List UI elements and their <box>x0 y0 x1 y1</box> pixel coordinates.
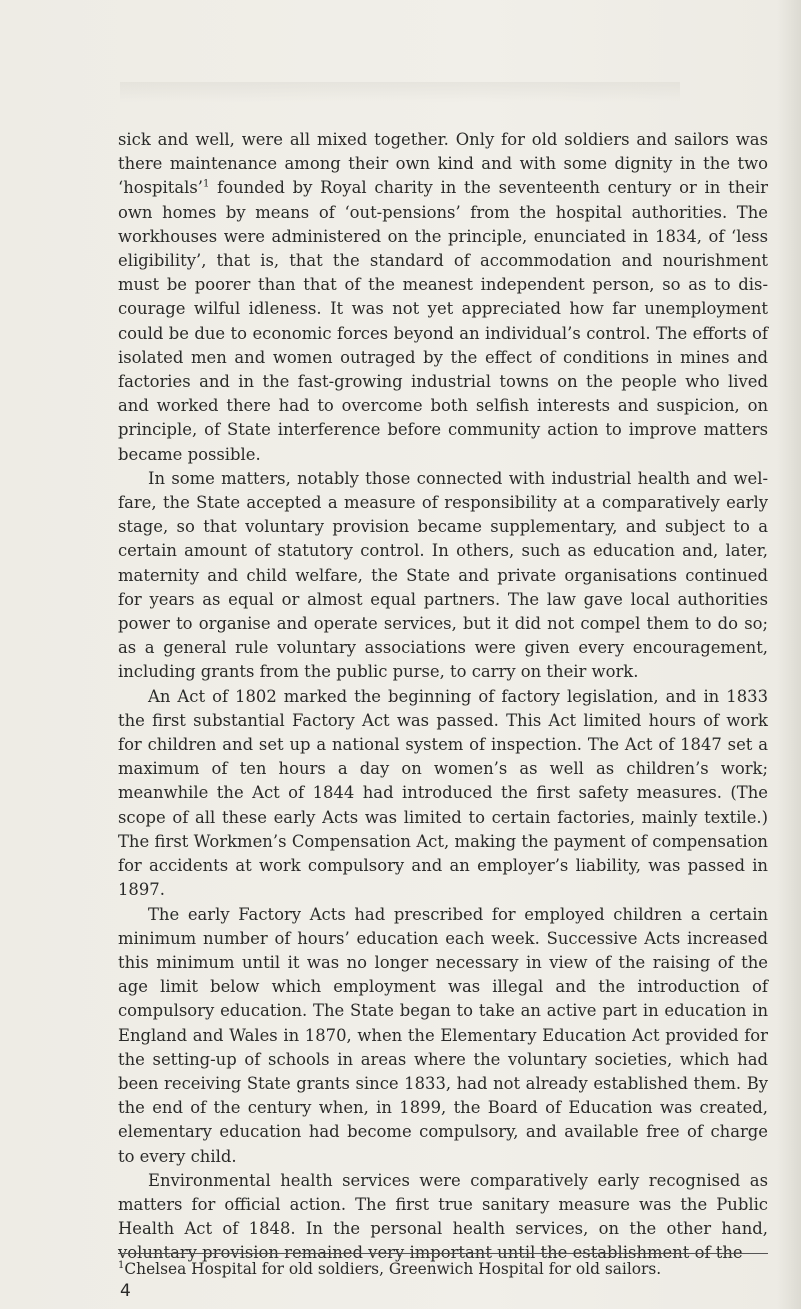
show-through-shadow <box>120 82 680 102</box>
paragraph-2: In some matters, notably those connected with industrial health and welfare, the State accepted a measure of responsibility at a comparatively early stage, so that voluntary provision became supplementary, and subject to a certain amount of statutory control. In others, such as education and, later, maternity and child welfare, the State and private organisations continued for years as equal or almost equal partners. The law gave local authorities power to organise and operate services, but it did not compel them to do so; as a general rule voluntary associations were given every encouragement, including grants from the public purse, to carry on their work. <box>118 468 768 682</box>
paragraph-5: Environmental health services were comparatively early recognised as matters for official action. The first true sanitary measure was the Public Health Act of 1848. In the personal health services, on the other hand, voluntary provision remained very important until the establishment of the <box>118 1170 768 1263</box>
footnote <box>118 1259 768 1279</box>
footnote-reference: 1 <box>203 178 210 190</box>
paragraph-1 <box>118 128 768 467</box>
paragraph-3: An Act of 1802 marked the beginning of factory legislation, and in 1833 the first substantial Factory Act was passed. This Act limited hours of work for children and set up a national system of inspection. The Act of 1847 set a maximum of ten hours a day on women’s as well as children’s work; meanwhile the Act of 1844 had introduced the first safety measures. (The scope of all these early Acts was limited to certain factories, mainly textile.) The first Workmen’s Compensation Act, making the payment of compensation for accidents at work compulsory and an employer’s liability, was passed in 1897. <box>118 686 768 900</box>
paragraph-1-text-a: sick and well, were all mixed together. Only for old soldiers and sailors was there maintenance among their own kind and with some dignity in the two ‘hospitals’ <box>118 130 768 198</box>
paragraph-1-text-b: founded by Royal charity in the seventeenth century or in their own homes by means of ‘out-pensions’ from the hospital authorities. The workhouses were administered on the principle, enunciated in 1834, of ‘less eligibility’, that is, that the standard of accommodation and nourishment must be poorer than that of the meanest independent person, so as to discourage wilful idleness. It was not yet appreciated how far unemployment could be due to economic forces beyond an individual’s control. The efforts of isolated men and women outraged by the effect of conditions in mines and factories and in the fast-growing industrial towns on the people who lived and worked there had to overcome both selfish interests and suspicion, on principle, of State interference before community action to improve matters became possible. <box>118 178 768 464</box>
paragraph-4: The early Factory Acts had prescribed for employed children a certain minimum number of hours’ education each week. Successive Acts increased this minimum until it was no longer necessary in view of the raising of the age limit below which employment was illegal and the introduction of compulsory education. The State began to take an active part in education in England and Wales in 1870, when the Elementary Education Act provided for the setting-up of schools in areas where the voluntary societies, which had been receiving State grants since 1833, had not already established them. By the end of the century when, in 1899, the Board of Education was created, elementary education had become compulsory, and available free of charge to every child. <box>118 904 768 1166</box>
body-text <box>118 128 768 1266</box>
footnote-rule <box>118 1253 768 1254</box>
footnote-marker: 1 <box>118 1259 125 1271</box>
footnote-text: Chelsea Hospital for old soldiers, Greenwich Hospital for old sailors. <box>124 1260 662 1278</box>
page-number: 4 <box>120 1281 131 1301</box>
